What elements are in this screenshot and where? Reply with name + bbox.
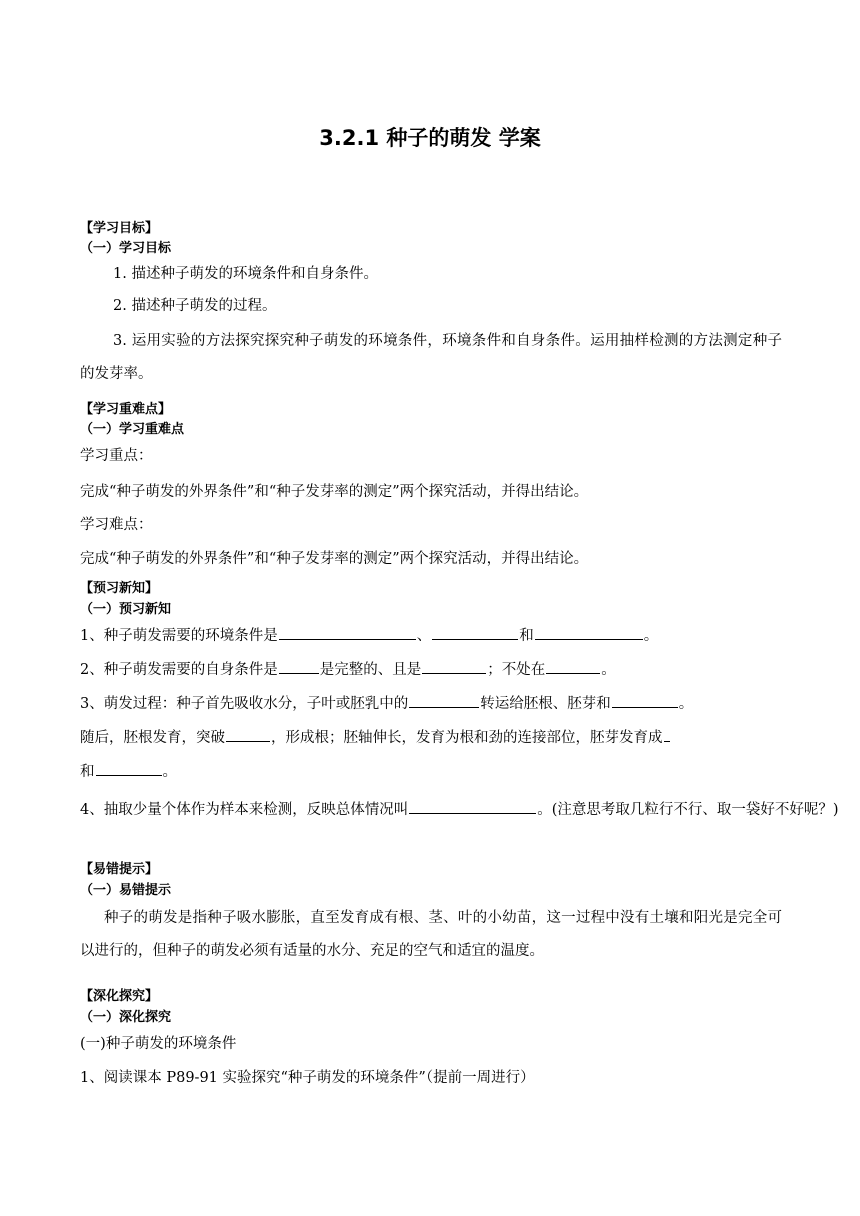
q4-text-b: 。(注意思考取几粒行不行、取一袋好不好呢？) xyxy=(537,802,839,818)
preview-question-3-line-1 xyxy=(80,690,782,718)
tips-paragraph: 种子的萌发是指种子吸水膨胀，直至发育成有根、茎、叶的小幼苗，这一过程中没有土壤和阳光是完全可以进行的，但种子的萌发必须有适量的水分、充足的空气和适宜的温度。 xyxy=(80,910,782,959)
q3-text-g: 。 xyxy=(162,764,177,780)
fill-blank[interactable] xyxy=(422,659,486,674)
section-heading-preview: 【预习新知】 xyxy=(80,581,159,596)
q3-text-d: 随后，胚根发育，突破 xyxy=(80,730,225,746)
section-heading-explore: 【深化探究】 xyxy=(80,989,159,1004)
q1-text-a: 1、种子萌发需要的环境条件是 xyxy=(80,628,278,644)
fill-blank[interactable] xyxy=(664,727,670,742)
q3-text-f: 和 xyxy=(80,764,95,780)
fill-blank[interactable] xyxy=(226,727,270,742)
q1-text-d: 。 xyxy=(643,628,659,644)
section-heading-goals: 【学习目标】 xyxy=(80,221,159,236)
preview-question-2 xyxy=(80,656,782,684)
fill-blank[interactable] xyxy=(432,625,518,640)
fill-blank[interactable] xyxy=(409,693,479,708)
fill-blank[interactable] xyxy=(96,761,162,776)
section-heading-key-points: 【学习重难点】 xyxy=(80,402,172,417)
q2-text-d: 。 xyxy=(601,662,616,678)
fill-blank[interactable] xyxy=(409,799,536,814)
fill-blank[interactable] xyxy=(279,625,416,640)
subheading-key-points: （一）学习重难点 xyxy=(80,422,185,437)
fill-blank[interactable] xyxy=(535,625,643,640)
focus-text: 完成“种子萌发的外界条件”和“种子发芽率的测定”两个探究活动，并得出结论。 xyxy=(80,484,589,500)
document-title: 3.2.1 种子的萌发 学案 xyxy=(319,126,541,150)
explore-line-2: 1、阅读课本 P89-91 实验探究“种子萌发的环境条件”（提前一周进行） xyxy=(80,1070,535,1086)
difficulty-label: 学习难点： xyxy=(80,517,153,533)
q1-text-c: 和 xyxy=(519,628,534,644)
q2-text-b: 是完整的、且是 xyxy=(319,662,422,678)
preview-question-1 xyxy=(80,622,782,650)
fill-blank[interactable] xyxy=(279,659,319,674)
goal-item-2: 2. 描述种子萌发的过程。 xyxy=(113,298,277,314)
q1-text-b: 、 xyxy=(416,628,432,644)
q3-text-e: ，形成根；胚轴伸长，发育为根和劲的连接部位，胚芽发育成 xyxy=(271,730,663,746)
subheading-explore: （一）深化探究 xyxy=(80,1010,172,1025)
q3-text-c: 。 xyxy=(678,696,694,712)
q2-text-c: ；不处在 xyxy=(487,662,546,678)
q3-text-b: 转运给胚根、胚芽和 xyxy=(480,696,611,712)
fill-blank[interactable] xyxy=(546,659,600,674)
preview-question-3-line-2 xyxy=(80,724,782,752)
q4-text-a: 4、抽取少量个体作为样本来检测，反映总体情况叫 xyxy=(80,802,409,818)
section-heading-tips: 【易错提示】 xyxy=(80,862,159,877)
focus-label: 学习重点： xyxy=(80,448,153,464)
goal-item-3: 3. 运用实验的方法探究探究种子萌发的环境条件，环境条件和自身条件。运用抽样检测的方法测定种子的发芽率。 xyxy=(80,333,782,382)
preview-question-4-line-1 xyxy=(80,796,839,824)
fill-blank[interactable] xyxy=(612,693,678,708)
difficulty-text: 完成“种子萌发的外界条件”和“种子发芽率的测定”两个探究活动，并得出结论。 xyxy=(80,551,589,567)
subheading-preview: （一）预习新知 xyxy=(80,602,172,617)
subheading-tips: （一）易错提示 xyxy=(80,883,172,898)
q3-text-a: 3、萌发过程：种子首先吸收水分，子叶或胚乳中的 xyxy=(80,696,409,712)
goal-item-1: 1. 描述种子萌发的环境条件和自身条件。 xyxy=(113,266,378,282)
explore-line-1: (一)种子萌发的环境条件 xyxy=(80,1036,237,1052)
q2-text-a: 2、种子萌发需要的自身条件是 xyxy=(80,662,278,678)
preview-question-3-line-3 xyxy=(80,758,782,786)
subheading-goals: （一）学习目标 xyxy=(80,241,172,256)
